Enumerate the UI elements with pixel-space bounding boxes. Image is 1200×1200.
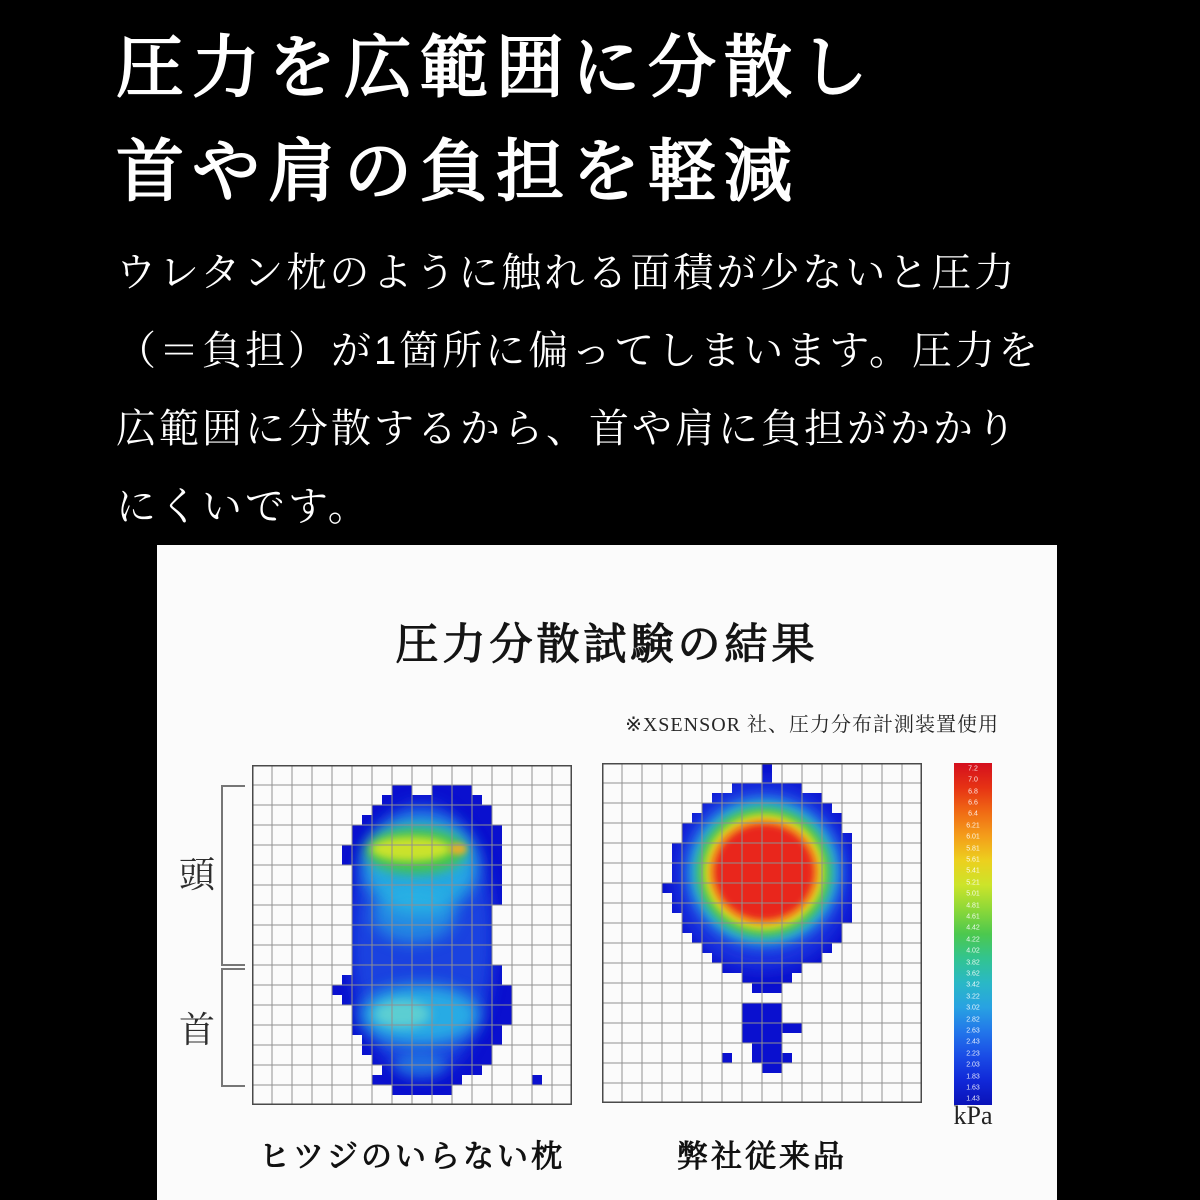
chart-caption-left: ヒツジのいらない枕 xyxy=(259,1139,565,1174)
panel-title: 圧力分散試験の結果 xyxy=(395,621,819,669)
colorbar-label: 6.01 xyxy=(966,833,980,841)
head-bracket xyxy=(221,785,245,966)
colorbar-label: 2.82 xyxy=(966,1016,980,1023)
colorbar-label: 4.22 xyxy=(966,936,980,944)
colorbar-label: 7.0 xyxy=(968,776,978,784)
body-line-4: にくいです。 xyxy=(116,485,371,529)
chart-caption-right: 弊社従来品 xyxy=(677,1139,847,1174)
colorbar-label: 6.8 xyxy=(968,788,978,795)
colorbar-label: 7.2 xyxy=(968,765,978,773)
body-text xyxy=(116,234,1041,546)
result-panel xyxy=(157,545,1057,1200)
colorbar-label: 4.42 xyxy=(966,924,980,932)
body-line-3: 広範囲に分散するから、首や肩に負担がかかり xyxy=(116,407,1019,451)
colorbar-label: 1.43 xyxy=(966,1095,980,1103)
colorbar-label: 3.42 xyxy=(966,981,980,989)
colorbar-label: 2.43 xyxy=(966,1038,980,1046)
pressure-heatmap-right xyxy=(602,763,922,1103)
colorbar-label: 2.63 xyxy=(966,1027,980,1035)
measurement-note: ※XSENSOR 社、圧力分布計測装置使用 xyxy=(625,714,999,736)
head-label: 頭 xyxy=(178,854,215,895)
unit-label: kPa xyxy=(953,1101,993,1130)
colorbar-label: 4.02 xyxy=(966,947,980,955)
headline-line-2: 首や肩の負担を軽減 xyxy=(116,134,801,210)
colorbar-label: 4.81 xyxy=(966,902,980,909)
colorbar-label: 5.41 xyxy=(966,867,980,875)
colorbar-label: 4.61 xyxy=(966,913,980,921)
colorbar-label: 5.61 xyxy=(966,856,980,864)
colorbar-label: 6.6 xyxy=(968,799,978,807)
pressure-heatmap-left xyxy=(252,765,572,1105)
colorbar-label: 3.62 xyxy=(966,970,980,978)
colorbar-label: 3.02 xyxy=(966,1004,980,1012)
colorbar-label: 5.01 xyxy=(966,890,980,898)
colorbar-label: 3.22 xyxy=(966,993,980,1001)
colorbar-label: 6.4 xyxy=(968,810,978,818)
headline-line-1: 圧力を広範囲に分散し xyxy=(116,30,877,106)
colorbar-label: 2.23 xyxy=(966,1050,980,1058)
colorbar-label: 5.81 xyxy=(966,845,980,852)
colorbar-label: 5.21 xyxy=(966,879,980,887)
colorbar-label: 6.21 xyxy=(966,822,980,830)
body-line-2: （＝負担）が1箇所に偏ってしまいます。圧力を xyxy=(116,329,1042,373)
neck-bracket xyxy=(221,968,245,1087)
headline xyxy=(116,16,876,224)
colorbar xyxy=(954,763,992,1105)
colorbar-label: 1.83 xyxy=(966,1073,980,1080)
colorbar-label: 1.63 xyxy=(966,1084,980,1092)
neck-label: 首 xyxy=(178,1009,215,1050)
colorbar-label: 3.82 xyxy=(966,959,980,966)
body-line-1: ウレタン枕のように触れる面積が少ないと圧力 xyxy=(116,251,1018,295)
colorbar-label: 2.03 xyxy=(966,1061,980,1069)
